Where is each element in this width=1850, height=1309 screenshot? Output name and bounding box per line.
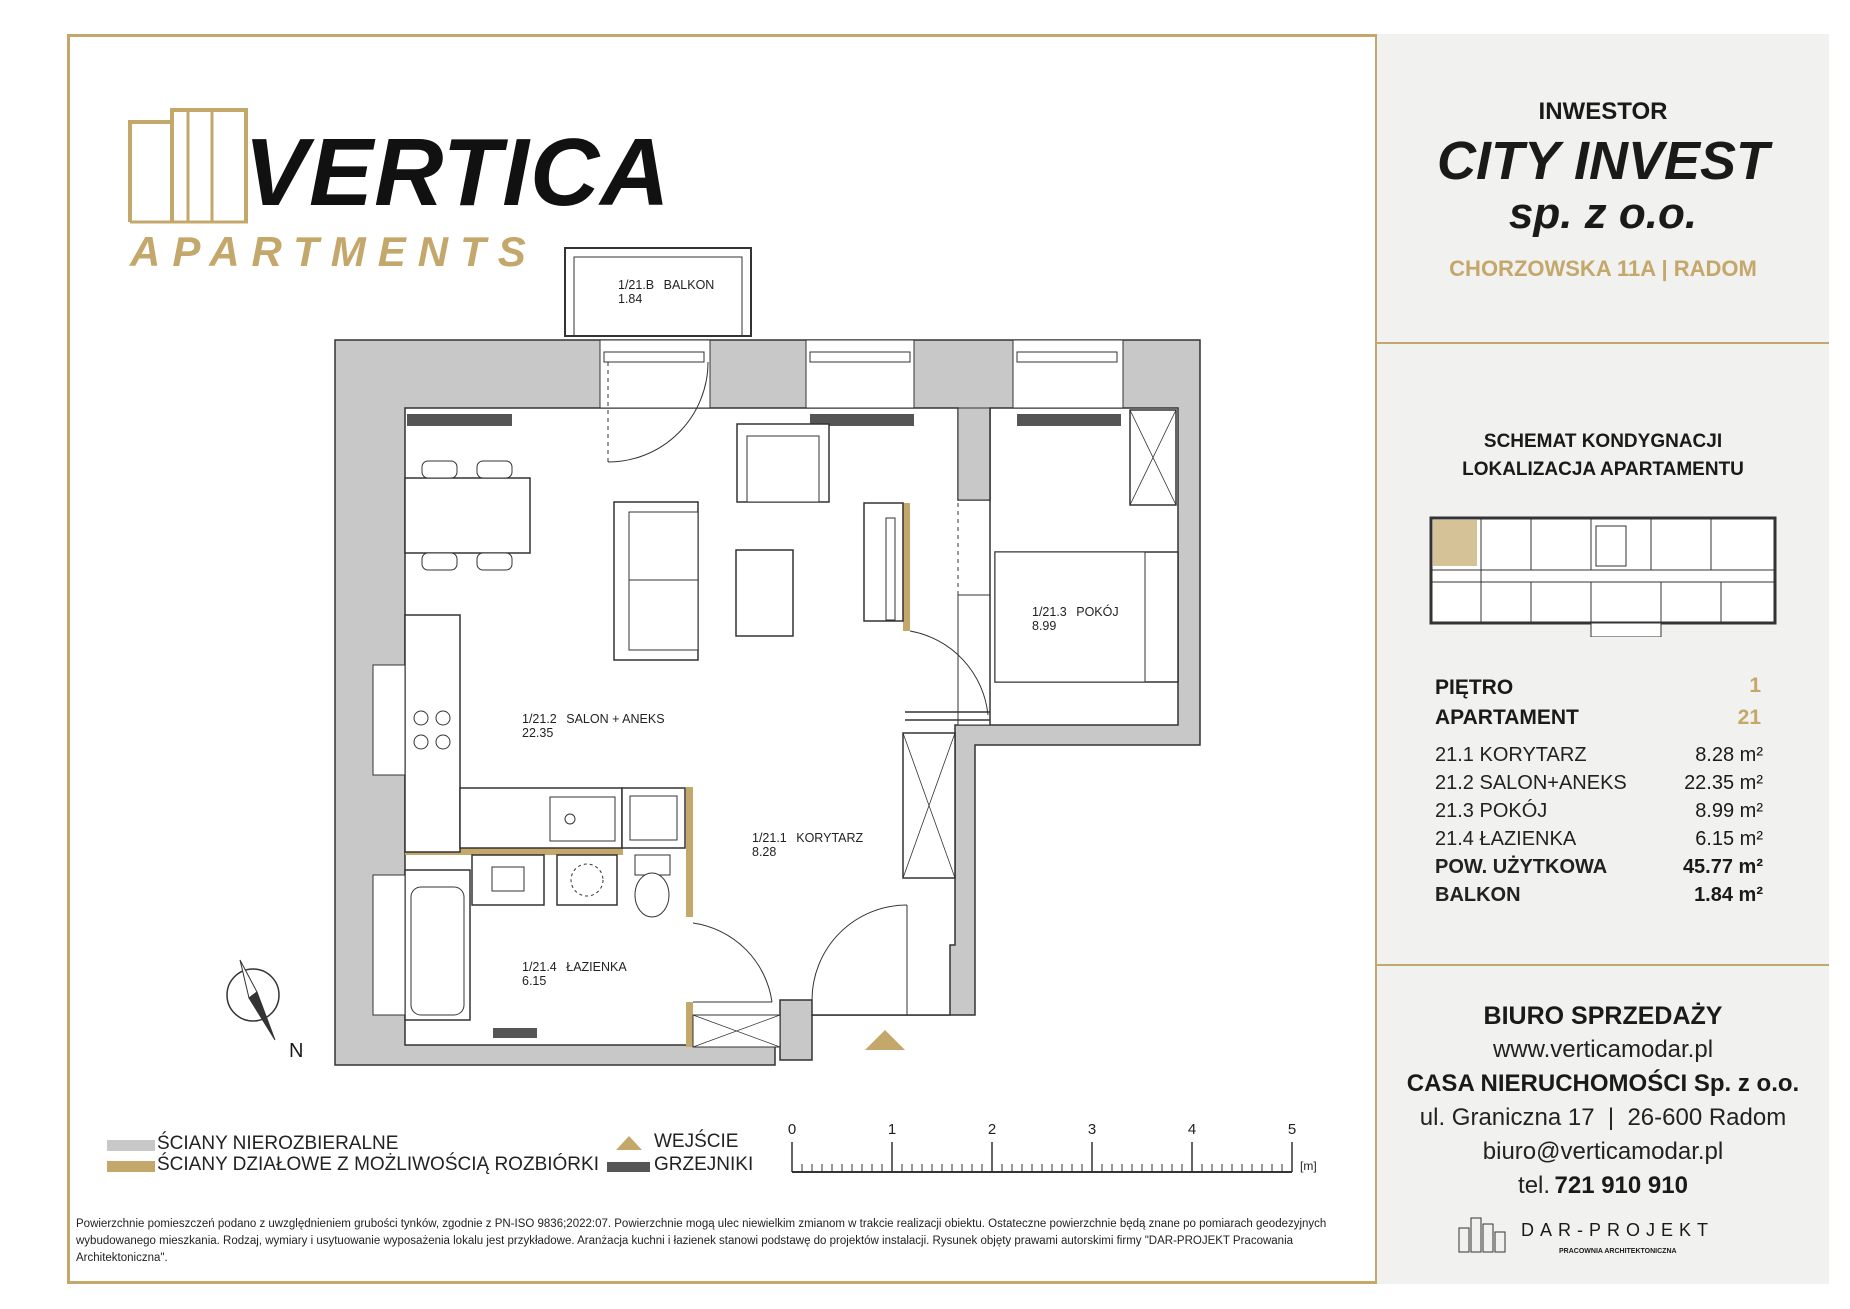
architect-tagline: PRACOWNIA ARCHITEKTONICZNA [1559, 1248, 1677, 1255]
legend-radiators: GRZEJNIKI [654, 1154, 754, 1175]
schema-subtitle: LOKALIZACJA APARTAMENTU [1462, 459, 1744, 480]
room-area: 8.99 [1032, 619, 1057, 633]
room-row-area: 8.99 m² [1695, 800, 1763, 822]
legend-entrance: WEJŚCIE [654, 1131, 739, 1152]
entrance-marker [865, 1030, 905, 1050]
room-row-name: 21.1 KORYTARZ [1435, 744, 1587, 766]
room-code: 1/21.4 [522, 960, 557, 974]
scale-tick-label: 0 [787, 1121, 797, 1138]
lazienka-label [522, 960, 627, 988]
tv-unit [864, 503, 903, 621]
scale-tick-label: 2 [987, 1121, 997, 1138]
radiator [493, 1028, 537, 1038]
sales-phone-row [1377, 1172, 1829, 1200]
usable-area-value: 45.77 m² [1682, 856, 1763, 878]
legend-removable-wall-swatch [107, 1161, 155, 1172]
sales-email[interactable]: biuro@verticamodar.pl [1482, 1138, 1724, 1165]
room-code: 1/21.3 [1032, 605, 1067, 619]
scale-bar [780, 1118, 1340, 1198]
room-name: POKÓJ [1076, 605, 1119, 619]
phone-prefix: tel. [1518, 1172, 1551, 1199]
investor-name: CITY INVEST [1436, 131, 1770, 191]
washing-machine [557, 855, 617, 905]
investor-company-type: sp. z o.o. [1508, 189, 1698, 238]
removable-wall [903, 503, 910, 631]
sales-company: CASA NIERUCHOMOŚCI Sp. z o.o. [1406, 1070, 1800, 1097]
room-area: 22.35 [522, 726, 554, 740]
scale-tick-label: 3 [1087, 1121, 1097, 1138]
scale-tick-label: 4 [1187, 1121, 1197, 1138]
disclaimer: Powierzchnie pomieszczeń podano z uwzględnieniem grubości tynków, zgodnie z PN-ISO 9836;2022:07. Powierzchnie mogą ulec niewielkim zmianom w trakcie realizacji obiektu. Ostateczne powierzchnie będą znane po pomiarach geodezyjnych wybudowanego mieszkania. Rodzaj, wymiary i usytuowanie wyposażenia lokalu jest przykładowe. Aranżacja kuchni i łazienek stanowi podstawę do projektów instalacji. Rysunek objęty prawami autorskimi firmy "DAR-PROJEKT Pracowania Architektoniczna". [76, 1218, 1327, 1264]
room-row-name: 21.2 SALON+ANEKS [1435, 772, 1627, 794]
divider [1377, 964, 1829, 966]
architect-name: DAR-PROJEKT [1521, 1220, 1715, 1240]
room-row-area: 6.15 m² [1695, 828, 1763, 850]
investor-address: CHORZOWSKA 11A | RADOM [1449, 256, 1757, 281]
room-name: ŁAZIENKA [566, 960, 627, 974]
removable-wall [686, 787, 693, 917]
pokoj-label [1032, 605, 1119, 633]
legend-radiator-swatch [607, 1162, 650, 1172]
room-name: KORYTARZ [796, 831, 864, 845]
apartment-value: 21 [1737, 706, 1761, 729]
brand-name: VERTICA [244, 119, 671, 226]
room-row-name: 21.3 POKÓJ [1435, 800, 1548, 822]
coffee-table [736, 550, 793, 636]
apartment-label: APARTAMENT [1435, 706, 1579, 729]
usable-area-label: POW. UŻYTKOWA [1435, 856, 1608, 878]
floor-schema-thumbnail [1421, 512, 1786, 637]
removable-wall [686, 1002, 693, 1047]
radiator [407, 414, 512, 426]
room-area: 1.84 [618, 292, 643, 306]
scale-tick-label: 5 [1287, 1121, 1297, 1138]
room-area: 8.28 [752, 845, 777, 859]
dining-table [405, 478, 530, 553]
room-code: 1/21.2 [522, 712, 557, 726]
divider [1377, 342, 1829, 344]
schema-title: SCHEMAT KONDYGNACJI [1483, 431, 1723, 452]
sink [550, 797, 615, 841]
salon-label [522, 712, 665, 740]
room-code: 1/21.1 [752, 831, 787, 845]
scale-unit-label: [m] [1300, 1159, 1317, 1173]
scale-tick-label: 1 [887, 1121, 897, 1138]
room-code: 1/21.B [618, 278, 655, 292]
dar-projekt-logo-icon [1457, 1214, 1513, 1254]
north-label: N [289, 1040, 304, 1062]
info-panel [1375, 34, 1829, 1284]
balkon-label [618, 278, 714, 306]
legend-fixed-wall-swatch [107, 1140, 155, 1151]
floor-label: PIĘTRO [1435, 676, 1514, 699]
compass-icon [227, 960, 279, 1040]
room-row-area: 8.28 m² [1695, 744, 1763, 766]
balcony-label: BALKON [1435, 884, 1521, 906]
legend-fixed-walls: ŚCIANY NIEROZBIERALNE [157, 1133, 399, 1154]
sales-office-title: BIURO SPRZEDAŻY [1483, 1002, 1723, 1030]
sales-website[interactable]: www.verticamodar.pl [1492, 1036, 1714, 1063]
brand-subtitle: APARTMENTS [130, 228, 538, 275]
radiator [1017, 414, 1121, 426]
balcony-value: 1.84 m² [1694, 884, 1763, 906]
room-row-area: 22.35 m² [1684, 772, 1763, 794]
kitchen-counter [405, 615, 460, 852]
room-name: SALON + ANEKS [566, 712, 665, 726]
legend-entrance-icon [614, 1134, 644, 1152]
korytarz-label [752, 831, 863, 859]
investor-label: INWESTOR [1538, 98, 1668, 125]
legend-removable-walls: ŚCIANY DZIAŁOWE Z MOŻLIWOŚCIĄ ROZBIÓRKI [157, 1154, 599, 1175]
room-name: BALKON [663, 278, 715, 292]
toilet [635, 873, 669, 917]
room-row-name: 21.4 ŁAZIENKA [1435, 828, 1577, 850]
floor-value: 1 [1749, 674, 1761, 697]
room-area: 6.15 [522, 974, 547, 988]
sales-address: ul. Graniczna 17 | 26-600 Radom [1419, 1104, 1787, 1131]
sales-phone[interactable]: 721 910 910 [1554, 1172, 1688, 1199]
